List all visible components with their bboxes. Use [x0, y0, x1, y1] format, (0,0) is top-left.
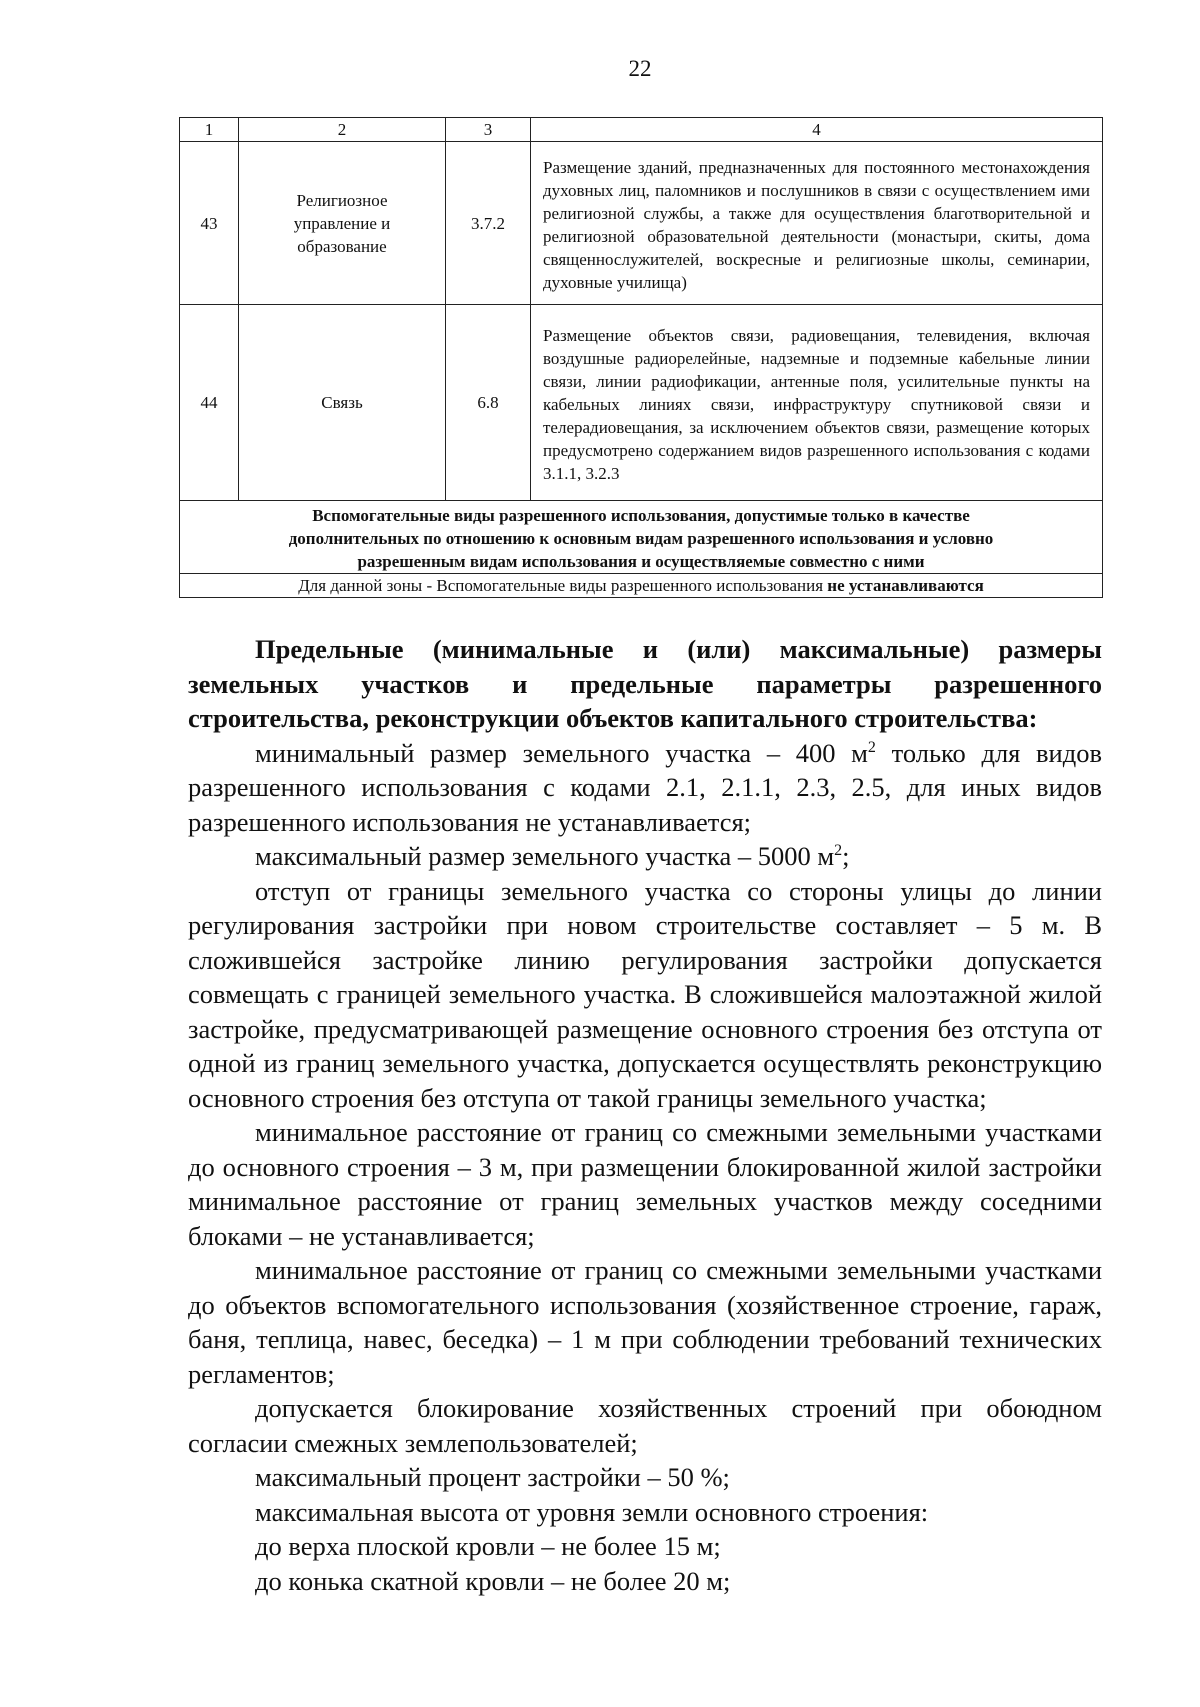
paragraph-min-plot-size [188, 736, 1102, 840]
auxiliary-uses-title-row [180, 501, 1103, 574]
auxiliary-note-prefix: Для данной зоны - Вспомогательные виды разрешенного использования [298, 576, 828, 595]
auxiliary-title-line: дополнительных по отношению к основным видам разрешенного использования и условно [288, 528, 994, 548]
use-type-name [239, 142, 446, 305]
p1-text-after: только для видов разрешенного использования с кодами 2.1, 2.1.1, 2.3, 2.5, для иных видов разрешенного использования не устанавливается; [188, 737, 1102, 837]
use-type-name-text: Религиозное управление и образование [293, 190, 391, 256]
row-number: 44 [180, 305, 239, 501]
use-type-code: 6.8 [446, 305, 531, 501]
column-header-3: 3 [446, 118, 531, 142]
paragraph-auxiliary-building-distance: минимальное расстояние от границ со смежными земельными участками до объектов вспомогательного использования (хозяйственное строение, гараж, баня, теплица, навес, беседка) – 1 м при соблюдении требований технических регламентов; [188, 1255, 1102, 1389]
paragraph-max-height: максимальная высота от уровня земли основного строения: [255, 1496, 929, 1527]
column-header-1: 1 [180, 118, 239, 142]
paragraph-flat-roof-height: до верха плоской кровли – не более 15 м; [255, 1531, 721, 1561]
table-header-row [180, 118, 1103, 142]
auxiliary-uses-note-row [180, 574, 1103, 598]
auxiliary-note-bold: не устанавливаются [827, 576, 984, 595]
auxiliary-title-line: Вспомогательные виды разрешенного использования, допустимые только в качестве [312, 505, 970, 525]
use-type-code: 3.7.2 [446, 142, 531, 305]
table-row [180, 305, 1103, 501]
p2-superscript: 2 [834, 842, 843, 860]
paragraph-blocking-allowed: допускается блокирование хозяйственных строений при обоюдном согласии смежных землепользователей; [188, 1393, 1102, 1458]
table-row [180, 142, 1103, 305]
p2-text-after: ; [842, 841, 850, 871]
paragraph-street-setback: отступ от границы земельного участка со стороны улицы до линии регулирования застройки при новом строительстве составляет – 5 м. В сложившейся застройке линию регулирования застройки допускается совмещать с границей земельного участка. В сложившейся малоэтажной жилой застройке, предусматривающей размещение основного строения без отступа от одной из границ земельного участка, допускается осуществлять реконструкцию основного строения без отступа от такой границы земельного участка; [188, 875, 1102, 1113]
use-type-description: Размещение объектов связи, радиовещания, телевидения, включая воздушные радиорелейные, надземные и подземные кабельные линии связи, линии радиофикации, антенные поля, усилительные пункты на кабельных линиях связи, инфраструктуру спутниковой связи и телерадиовещания, за исключением объектов связи, размещение которых предусмотрено содержанием видов разрешенного использования с кодами 3.1.1, 3.2.3 [531, 305, 1103, 501]
auxiliary-uses-note [180, 574, 1103, 598]
land-use-table [179, 117, 1103, 598]
auxiliary-title-line: разрешенным видам использования и осуществляемые совместно с ними [357, 551, 925, 571]
page-number: 22 [628, 56, 652, 81]
use-type-name: Связь [239, 305, 446, 501]
section-heading: Предельные (минимальные и (или) максимальные) размеры земельных участков и предельные параметры разрешенного строительства, реконструкции объектов капитального строительства: [188, 634, 1102, 733]
use-type-description: Размещение зданий, предназначенных для постоянного местонахождения духовных лиц, паломников и послушников в связи с осуществлением ими религиозной службы, а также для осуществления благотворительной и религиозной образовательной деятельности (монастыри, скиты, дома священнослужителей, воскресные и религиозные школы, семинарии, духовные училища) [531, 142, 1103, 305]
column-header-4: 4 [531, 118, 1103, 142]
row-number: 43 [180, 142, 239, 305]
p2-text-before: максимальный размер земельного участка – 5000 м [255, 841, 835, 871]
column-header-2: 2 [239, 118, 446, 142]
document-body [188, 632, 1102, 1598]
paragraph-max-plot-size [188, 839, 1102, 874]
paragraph-main-building-distance: минимальное расстояние от границ со смежными земельными участками до основного строения – 3 м, при размещении блокированной жилой застройки минимальное расстояние от границ земельных участков между соседними блоками – не устанавливается; [188, 1117, 1102, 1251]
paragraph-pitched-roof-height: до конька скатной кровли – не более 20 м; [255, 1565, 731, 1596]
p1-superscript: 2 [867, 738, 876, 756]
auxiliary-uses-title [180, 501, 1103, 574]
paragraph-max-coverage: максимальный процент застройки – 50 %; [255, 1462, 730, 1492]
p1-text-before: минимальный размер земельного участка – 400 м [255, 737, 868, 768]
